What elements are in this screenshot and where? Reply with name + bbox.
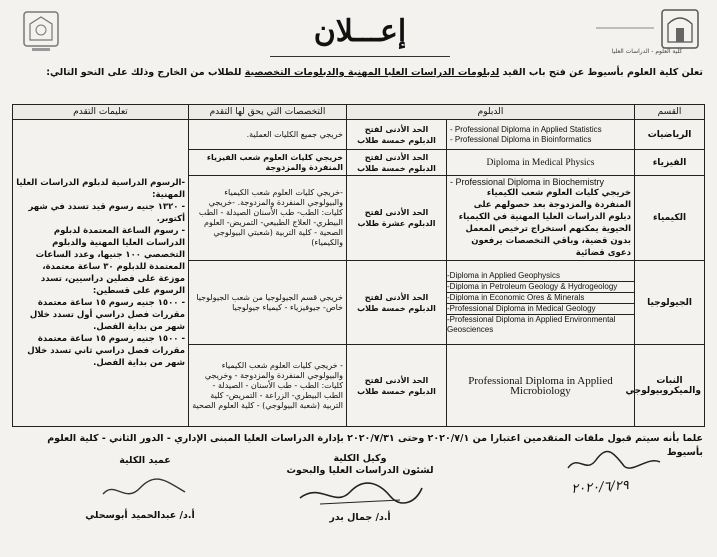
dept-cell: الكيمياء [635, 176, 705, 261]
instruction-line: -الرسوم الدراسية لدبلوم الدراسات العليا المهنية: [16, 178, 185, 200]
dean-name: أ.د/ عبدالحميد أبوسحلي [85, 510, 195, 521]
table-header-row [13, 105, 705, 120]
dean-signature-icon [95, 476, 195, 506]
instruction-line: - ١٣٢٠ جنيه رسوم قيد تسدد في شهر أكتوبر. [28, 202, 185, 224]
diploma-cell [447, 120, 635, 150]
diploma-cell: Professional Diploma in Applied Microbiology [447, 345, 635, 427]
diploma-item: -Diploma in Petroleum Geology & Hydrogeology [447, 282, 634, 293]
specializations-cell: خريجي جميع الكليات العملية. [189, 120, 347, 150]
dept-cell: النبات والميكروبيولوجي [635, 345, 705, 427]
dean-title: عميد الكلية [119, 455, 171, 466]
diplomas-table [12, 104, 705, 427]
diploma-item: -Diploma in Applied Geophysics [447, 271, 634, 282]
vice-dean-signature-icon [290, 478, 430, 510]
intro-text-1: تعلن كلية العلوم بأسيوط عن فتح باب القيد [499, 67, 703, 78]
intro-paragraph [13, 66, 703, 80]
diploma-note: خريجي كليات العلوم شعب الكيمياء المنفردة والمزدوجة بعد حصولهم على دبلوم الدراسات العليا المهنية في الكيمياء الحيوية يمكنهم استخراج ترخيص المعمل بدون قضية، وباقي التخصصات يرفعون دعوى قضائية [458, 188, 631, 258]
requirement-cell: الحد الأدنى لفتح الدبلوم عشرة طلاب [347, 176, 447, 261]
specializations-cell: -خريجي كليات العلوم شعب الكيمياء والبيولوجي المنفردة والمزدوجة. -خريجي كليات: الطب- طب الأسنان الصيدلة - الطب البيطري- العلاج الطبيعي- التمريض- العلوم الصحية - كلية التربية (شعبتي البيولوجي والكيمياء) [189, 176, 347, 261]
diploma-cell [447, 261, 635, 345]
instructions-cell [13, 120, 189, 427]
instruction-line: - ١٥٠٠ جنيه رسوم ١٥ ساعة معتمدة مقررات فصل دراسي ثاني تسدد خلال شهر من بداية الفصل. [27, 334, 185, 368]
vice-dean-title-line: لشئون الدراسات العليا والبحوث [286, 465, 434, 476]
application-period-note: علما بأنه سيتم قبول ملفات المتقدمين اعتبارا من ٢٠٢٠/٧/١ وحتى ٢٠٢٠/٧/٣١ بإدارة الدراسات العليا المبنى الإداري - الدور الثاني - كلية العلوم بأسيوط [47, 433, 703, 458]
requirement-cell: الحد الأدنى لفتح الدبلوم خمسة طلاب [347, 150, 447, 176]
intro-text-2: للطلاب من الخارج وذلك على النحو التالي: [46, 67, 245, 78]
header-instructions: تعليمات التقدم [13, 105, 189, 120]
diploma-item: -Professional Diploma in Medical Geology [447, 304, 634, 315]
specializations-cell: - خريجي كليات العلوم شعب الكيمياء والبيولوجي المنفردة والمزدوجة - وخريجي كليات: الطب - طب الأسنان - الصيدلة - الطب البيطري- الزراعة - التمريض- كلية التربية (شعبة البيولوجي) - كلية العلوم الصحية [189, 345, 347, 427]
specializations-cell: خريجي قسم الجيولوجيا من شعب الجيولوجيا خاص- جيوفيزياء - كيمياء جيولوجيا [189, 261, 347, 345]
faculty-name: كلية العلوم - الدراسات العليا [611, 48, 683, 55]
university-emblem-icon [20, 8, 62, 54]
vice-dean-title [280, 453, 440, 477]
diploma-item: - Professional Diploma in Bioinformatics [450, 134, 592, 144]
vice-dean-name: أ.د/ جمال بدر [329, 512, 391, 523]
table-row [13, 120, 705, 150]
diploma-item: - Professional Diploma in Biochemistry [450, 177, 605, 187]
instruction-line: - رسوم الساعة المعتمدة لدبلوم الدراسات العليا المهنية والدبلوم التخصصي ١٠٠ جنيها، وعدد الساعات المعتمدة للدبلوم ٣٠ ساعة معتمدة، موزعة على فصلين دراسيين، تسدد الرسوم على قسطين: [35, 226, 185, 296]
title-underline [270, 56, 450, 57]
diploma-item: -Professional Diploma in Applied Environmental Geosciences [447, 314, 616, 334]
header-specializations: التخصصات التي يحق لها التقدم [189, 105, 347, 120]
diploma-cell [447, 176, 635, 261]
diploma-item: -Diploma in Economic Ores & Minerals [447, 293, 634, 304]
requirement-cell: الحد الأدنى لفتح الدبلوم خمسة طلاب [347, 345, 447, 427]
requirement-cell: الحد الأدنى لفتح الدبلوم خمسة طلاب [347, 261, 447, 345]
dept-cell: الفيزياء [635, 150, 705, 176]
intro-text-underlined: لدبلومات الدراسات العليا المهنية والدبلومات التخصصية [244, 67, 500, 78]
specializations-cell: خريجي كليات العلوم شعب الفيزياء المنفردة والمزدوجة [189, 150, 347, 176]
dept-cell: الرياضيات [635, 120, 705, 150]
instruction-line: - ١٥٠٠ جنيه رسوم ١٥ ساعة معتمدة مقررات فصل دراسي أول تسدد خلال شهر من بداية الفصل. [29, 298, 185, 332]
dept-cell: الجيولوجيا [635, 261, 705, 345]
page-title: إعـــلان [313, 14, 407, 49]
header-dept: القسم [635, 105, 705, 120]
diploma-cell: Diploma in Medical Physics [447, 150, 635, 176]
vice-dean-title-line: وكيل الكلية [333, 453, 387, 464]
diploma-item: - Professional Diploma in Applied Statistics [450, 124, 602, 134]
approval-signature-icon [560, 448, 670, 478]
requirement-cell: الحد الأدنى لفتح الدبلوم خمسة طلاب [347, 120, 447, 150]
handwritten-date: ٢٠٢٠/٦/٢٩ [570, 478, 630, 497]
header-diploma: الدبلوم [347, 105, 635, 120]
